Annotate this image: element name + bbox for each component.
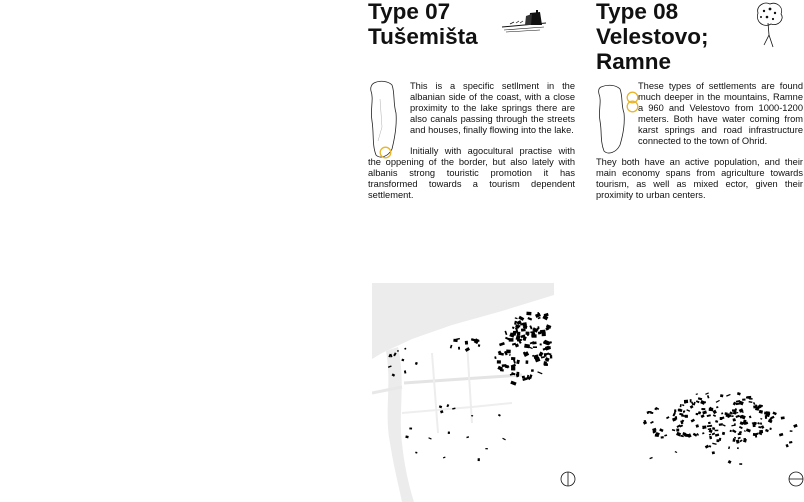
building: [458, 347, 460, 350]
building: [728, 460, 732, 464]
building: [715, 420, 718, 423]
type07-paragraph-2: Initially with agocultural practise with the oppening of the border, but also lately with albanis strong touristic promotion it has transformed towards a tourism dependent settlement.: [368, 146, 575, 201]
building: [397, 350, 399, 352]
building: [764, 412, 768, 415]
building: [696, 424, 699, 428]
building: [471, 415, 473, 417]
building: [705, 445, 709, 449]
building: [538, 331, 541, 334]
building: [680, 404, 682, 407]
building: [719, 438, 722, 441]
building: [729, 411, 733, 414]
building: [531, 332, 535, 336]
building: [769, 428, 772, 431]
building: [698, 411, 701, 414]
building: [789, 441, 793, 444]
building: [540, 343, 542, 345]
building: [720, 417, 723, 420]
building: [648, 411, 652, 413]
building: [698, 397, 702, 400]
type08-body: [596, 81, 803, 201]
building: [722, 432, 725, 435]
building: [696, 400, 700, 403]
building: [746, 428, 751, 432]
building: [749, 401, 753, 403]
building: [681, 415, 685, 417]
building: [728, 446, 730, 449]
building: [719, 423, 723, 426]
building: [737, 447, 739, 449]
building: [732, 438, 735, 442]
building: [739, 463, 742, 465]
building: [686, 409, 690, 412]
building: [485, 448, 488, 449]
building: [526, 312, 531, 316]
building: [544, 363, 548, 366]
building: [733, 418, 736, 421]
building: [494, 356, 496, 359]
building: [405, 435, 408, 438]
building: [702, 432, 704, 434]
building: [649, 457, 652, 459]
building: [720, 394, 723, 397]
building: [684, 434, 687, 437]
building: [759, 410, 763, 414]
building: [709, 434, 711, 436]
canal: [386, 347, 414, 502]
building: [526, 360, 529, 363]
building: [793, 424, 797, 428]
building: [717, 439, 720, 442]
building: [702, 410, 707, 414]
building: [716, 406, 719, 408]
north-arrow-icon: [788, 471, 804, 487]
building: [674, 409, 676, 412]
building: [676, 432, 681, 437]
building: [739, 426, 743, 429]
building: [511, 357, 515, 360]
building: [736, 440, 740, 444]
building: [790, 430, 793, 432]
building: [731, 425, 734, 427]
building: [450, 345, 453, 349]
building: [443, 456, 446, 458]
building: [515, 317, 518, 319]
building: [514, 321, 517, 325]
building: [765, 429, 769, 432]
building: [538, 326, 540, 329]
building: [465, 341, 468, 345]
building: [415, 362, 418, 365]
building: [478, 344, 480, 347]
building: [731, 415, 733, 417]
building: [744, 430, 746, 432]
building: [715, 430, 719, 432]
building: [518, 316, 524, 321]
building: [659, 428, 663, 432]
building: [732, 429, 737, 433]
building: [730, 430, 732, 432]
building: [512, 326, 515, 329]
building: [446, 404, 449, 407]
building: [690, 399, 692, 402]
building: [705, 392, 709, 394]
building: [709, 436, 712, 440]
building: [666, 416, 669, 419]
canal: [402, 403, 512, 413]
building: [439, 405, 442, 408]
building: [409, 428, 412, 430]
building: [702, 426, 706, 429]
building: [550, 355, 553, 358]
building: [538, 317, 541, 319]
building: [712, 427, 715, 430]
building: [690, 405, 694, 409]
building: [529, 347, 533, 350]
north-arrow-icon: [560, 471, 576, 487]
building: [684, 400, 688, 404]
building: [682, 404, 685, 406]
building: [545, 357, 550, 362]
type07-paragraph-1: This is a specific setllment in the albanian side of the coast, with a close proximity to the lake springs there are also canals passing through the streets and houses, finally flowing into the lake.: [410, 81, 575, 135]
building: [721, 412, 723, 414]
building: [709, 429, 713, 433]
building: [502, 438, 506, 441]
building: [753, 402, 755, 405]
building: [715, 433, 719, 436]
building: [779, 433, 783, 437]
building: [521, 328, 526, 331]
type08-title: Type 08 Velestovo; Ramne: [596, 0, 709, 74]
building: [465, 347, 470, 352]
building: [527, 317, 532, 321]
building: [765, 415, 767, 419]
building: [428, 437, 431, 439]
building: [737, 392, 741, 395]
building: [701, 408, 704, 410]
building: [734, 423, 736, 426]
building: [753, 423, 756, 427]
building: [680, 435, 684, 438]
type08-paragraph-1: These types of settlements are found much deeper in the mountains, Ramne a 960 and Velestovo from 1000-1200 meters. Both have water coming from karst springs and road infrastructure connected to the town of Ohrid.: [638, 81, 803, 146]
building: [517, 332, 521, 336]
canal: [432, 353, 438, 433]
type07-body: [368, 81, 575, 201]
building: [401, 359, 404, 362]
building: [691, 419, 695, 423]
building: [736, 415, 740, 418]
building: [478, 458, 480, 461]
building: [738, 437, 741, 440]
building: [696, 413, 699, 415]
building: [768, 412, 770, 415]
tree-crown-sketch-icon: [752, 1, 786, 51]
building: [509, 338, 514, 342]
building: [760, 422, 762, 425]
canal: [467, 343, 472, 423]
building: [772, 412, 776, 416]
building: [734, 437, 736, 439]
building: [757, 422, 760, 425]
building: [761, 425, 765, 429]
building: [544, 352, 550, 356]
building: [713, 410, 717, 415]
building: [529, 325, 532, 329]
building: [760, 418, 762, 420]
building: [531, 369, 534, 372]
building: [701, 414, 705, 418]
building: [733, 402, 737, 406]
building: [749, 415, 752, 418]
building: [739, 439, 742, 442]
building: [533, 346, 537, 348]
building: [537, 371, 542, 374]
tree-sketch-icon: [500, 8, 548, 34]
building: [716, 400, 720, 403]
building: [696, 393, 698, 395]
building: [415, 452, 417, 454]
velestovo-site-plan: [625, 380, 800, 470]
building: [661, 436, 664, 438]
building: [786, 444, 789, 448]
building: [466, 436, 469, 438]
building: [685, 415, 688, 418]
building: [723, 424, 726, 426]
type08-paragraph-2: They both have an active population, and their main economy spans from agriculture towards tourism, as well as mixed ector, given their proximity to urban centers.: [596, 157, 803, 201]
building: [672, 429, 675, 431]
building: [542, 332, 546, 336]
building: [529, 374, 533, 379]
building: [707, 395, 710, 398]
building: [712, 432, 716, 435]
building: [404, 370, 406, 373]
building: [497, 360, 501, 363]
building: [650, 421, 654, 424]
building: [644, 420, 646, 422]
building: [509, 354, 511, 356]
canal: [404, 375, 522, 383]
building: [498, 414, 501, 417]
building: [693, 433, 698, 437]
building: [544, 313, 549, 317]
building: [675, 451, 678, 453]
building: [525, 332, 529, 335]
building: [712, 443, 717, 445]
building: [712, 451, 715, 454]
building: [708, 422, 711, 425]
building-footprints: [643, 392, 798, 465]
building: [448, 432, 450, 435]
building: [707, 414, 711, 417]
building: [781, 416, 785, 419]
building: [404, 348, 406, 350]
building: [664, 434, 667, 436]
tusemista-site-plan: [372, 283, 582, 502]
building: [709, 445, 712, 447]
building: [538, 352, 543, 357]
building: [510, 381, 516, 386]
building: [499, 342, 505, 346]
building: [676, 429, 679, 432]
type07-title: Type 07 Tušemišta: [368, 0, 478, 49]
building: [516, 360, 520, 365]
building: [713, 414, 716, 417]
building: [693, 402, 696, 406]
building: [742, 399, 745, 401]
building: [505, 331, 508, 335]
building: [726, 394, 731, 397]
